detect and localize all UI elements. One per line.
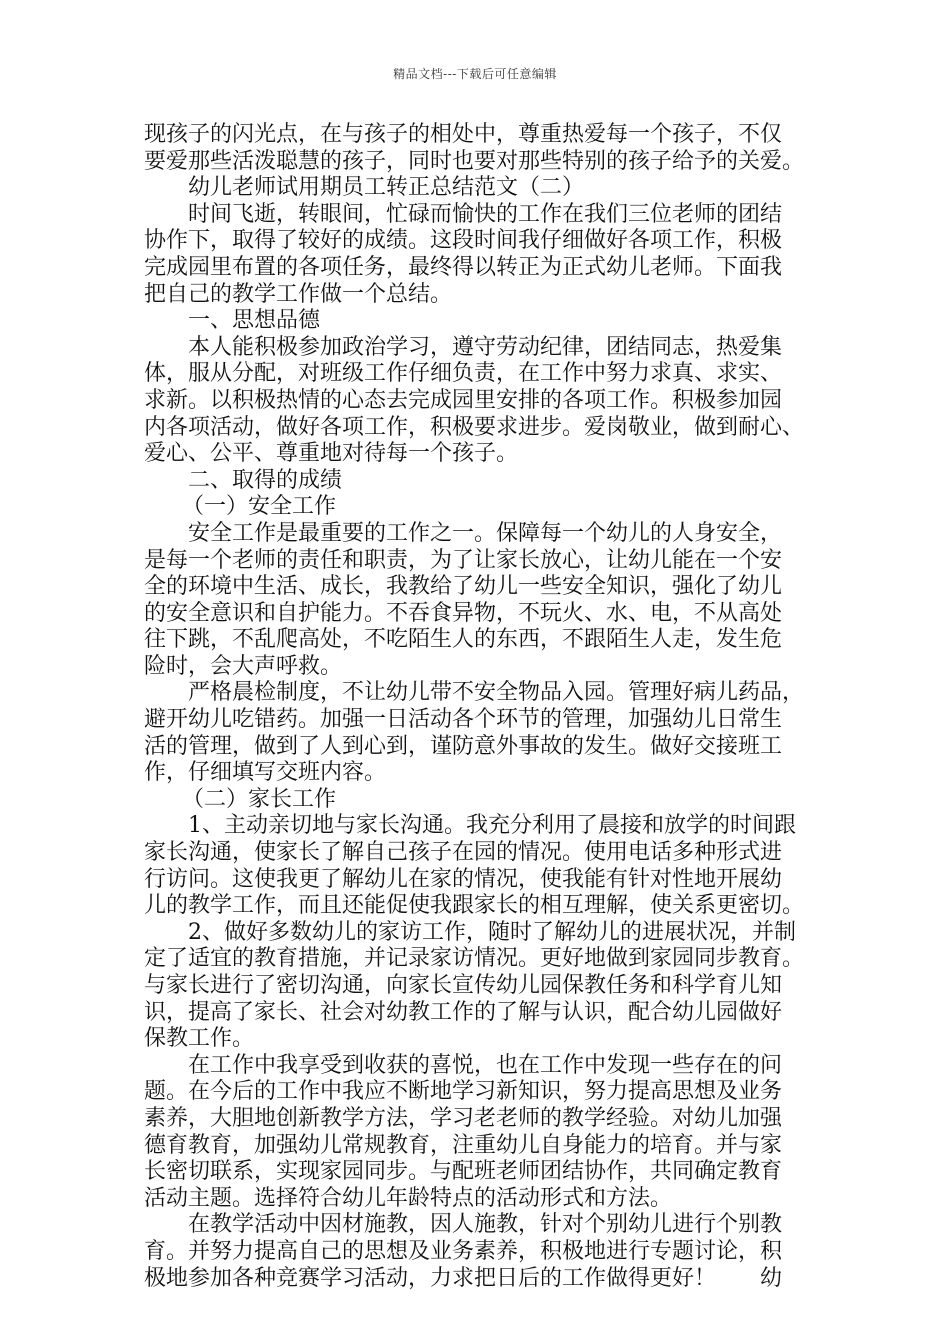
text-line: 2、做好多数幼儿的家访工作，随时了解幼儿的进展状况，并制 [188, 919, 796, 945]
text-line: 定了适宜的教育措施，并记录家访情况。更好地做到家园同步教育。 [144, 946, 805, 972]
text-line: 素养，大胆地创新教学方法，学习老老师的教学经验。对幼儿加强 [144, 1105, 783, 1131]
text-line: 是每一个老师的责任和职责，为了让家长放心，让幼儿能在一个安 [144, 547, 783, 573]
text-line: 在教学活动中因材施教，因人施教，针对个别幼儿进行个别教 [188, 1212, 783, 1238]
text-line: 现孩子的闪光点，在与孩子的相处中，尊重热爱每一个孩子，不仅 [144, 122, 783, 147]
text-line: 爱心、公平、尊重地对待每一个孩子。 [144, 441, 519, 467]
text-line: 体，服从分配，对班级工作仔细负责，在工作中努力求真、求实、 [144, 361, 783, 387]
text-line: 内各项活动，做好各项工作，积极要求进步。爱岗敬业，做到耐心、 [144, 414, 805, 440]
text-line: 保教工作。 [144, 1026, 255, 1052]
text-line: 在工作中我享受到收获的喜悦，也在工作中发现一些存在的问 [188, 1052, 783, 1078]
page-header: 精品文档---下载后可任意编辑 [393, 67, 557, 81]
text-line: 完成园里布置的各项任务，最终得以转正为正式幼儿老师。下面我 [144, 254, 783, 280]
section-title: 幼儿老师试用期员工转正总结范文（二） [188, 175, 585, 201]
text-line: 协作下，取得了较好的成绩。这段时间我仔细做好各项工作，积极 [144, 228, 783, 254]
text-line: 1、主动亲切地与家长沟通。我充分利用了晨接和放学的时间跟 [188, 813, 796, 839]
text-line: 活动主题。选择符合幼儿年龄特点的活动形式和方法。 [144, 1185, 673, 1211]
text-line: 全的环境中生活、成长，我教给了幼儿一些安全知识，强化了幼儿 [144, 574, 783, 600]
text-line: 题。在今后的工作中我应不断地学习新知识，努力提高思想及业务 [144, 1079, 783, 1105]
text-line: 本人能积极参加政治学习，遵守劳动纪律，团结同志，热爱集 [188, 334, 783, 360]
text-line: 识，提高了家长、社会对幼教工作的了解与认识，配合幼儿园做好 [144, 999, 783, 1025]
text-line: 把自己的教学工作做一个总结。 [144, 281, 453, 307]
text-line: 的安全意识和自护能力。不吞食异物，不玩火、水、电，不从高处 [144, 600, 783, 626]
text-line: 求新。以积极热情的心态去完成园里安排的各项工作。积极参加园 [144, 387, 783, 413]
text-line: 德育教育，加强幼儿常规教育，注重幼儿自身能力的培育。并与家 [144, 1132, 783, 1158]
text-line: 要爱那些活泼聪慧的孩子，同时也要对那些特别的孩子给予的关爱。 [144, 148, 805, 174]
section-heading: 一、思想品德 [188, 308, 321, 334]
text-line: 行访问。这使我更了解幼儿在家的情况，使我能有针对性地开展幼 [144, 866, 783, 892]
subsection-heading: （二）家长工作 [182, 786, 337, 812]
subsection-heading: （一）安全工作 [182, 494, 337, 520]
text-line: 极地参加各种竞赛学习活动，力求把日后的工作做得更好！ 幼 [144, 1265, 783, 1291]
text-line: 作，仔细填写交班内容。 [144, 760, 387, 786]
text-line: 家长沟通，使家长了解自己孩子在园的情况。使用电话多种形式进 [144, 840, 783, 866]
text-line: 儿的教学工作，而且还能促使我跟家长的相互理解，使关系更密切。 [144, 893, 805, 919]
text-line: 严格晨检制度，不让幼儿带不安全物品入园。管理好病儿药品， [188, 680, 805, 706]
text-line: 长密切联系，实现家园同步。与配班老师团结协作，共同确定教育 [144, 1159, 783, 1185]
text-line: 育。并努力提高自己的思想及业务素养，积极地进行专题讨论，积 [144, 1238, 783, 1264]
text-line: 活的管理，做到了人到心到，谨防意外事故的发生。做好交接班工 [144, 733, 783, 759]
section-heading: 二、取得的成绩 [188, 467, 343, 493]
text-line: 往下跳，不乱爬高处，不吃陌生人的东西，不跟陌生人走，发生危 [144, 627, 783, 653]
text-line: 时间飞逝，转眼间，忙碌而愉快的工作在我们三位老师的团结 [188, 201, 783, 227]
text-line: 安全工作是最重要的工作之一。保障每一个幼儿的人身安全， [188, 520, 783, 546]
document-body [144, 122, 810, 1292]
text-line: 避开幼儿吃错药。加强一日活动各个环节的管理，加强幼儿日常生 [144, 707, 783, 733]
text-line: 险时，会大声呼救。 [144, 653, 343, 679]
text-line: 与家长进行了密切沟通，向家长宣传幼儿园保教任务和科学育儿知 [144, 973, 783, 998]
